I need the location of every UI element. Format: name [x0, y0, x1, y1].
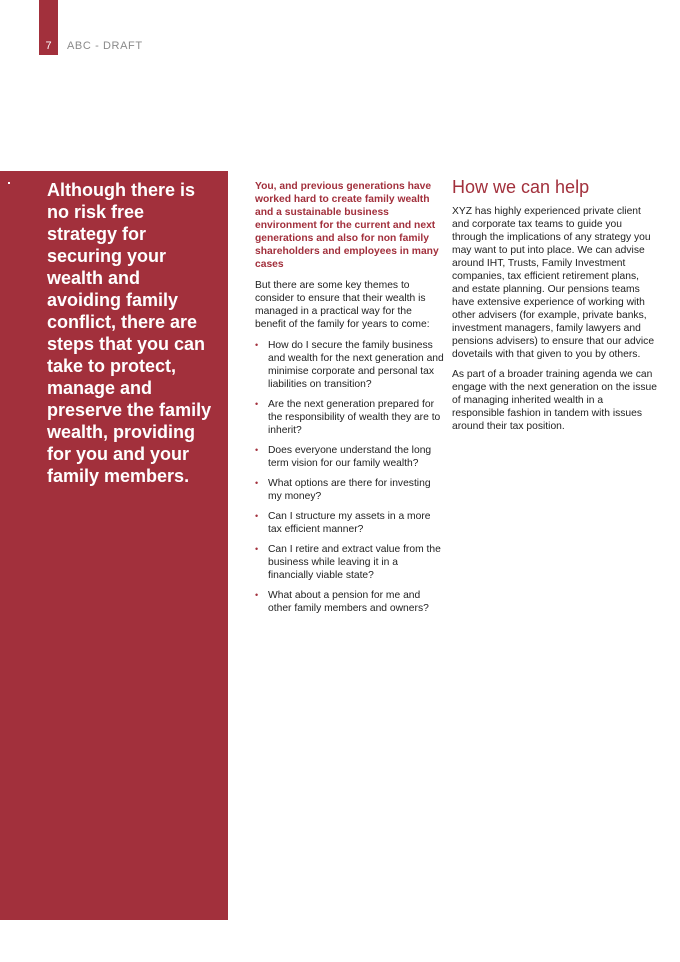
bullet-icon: • — [255, 544, 259, 554]
section-heading: How we can help — [452, 177, 590, 197]
bullet-icon: • — [255, 511, 259, 521]
list-item-text: What options are there for investing my money? — [268, 478, 431, 502]
list-item — [255, 398, 445, 437]
pull-quote-panel — [0, 171, 228, 920]
pull-quote: Although there is no risk free strategy for securing your wealth and avoiding family conflict, there are steps that you can take to protect, manage and preserve the family wealth, providing for you and your family members. — [47, 180, 212, 486]
bullet-icon: • — [255, 445, 259, 455]
list-item-text: Can I retire and extract value from the business while leaving it in a financially viable state? — [268, 544, 441, 581]
list-item-text: Are the next generation prepared for the responsibility of wealth they are to inherit? — [268, 399, 441, 436]
list-item — [255, 444, 445, 470]
bullet-icon: • — [255, 340, 259, 350]
intro-paragraph: You, and previous generations have worked hard to create family wealth and a sustainable business environment for the current and next generations and also for non family shareholders and employees in many cases — [255, 181, 439, 270]
bullet-icon: • — [255, 590, 259, 600]
list-item-text: What about a pension for me and other family members and owners? — [268, 590, 429, 614]
body-paragraph: But there are some key themes to consider to ensure that their wealth is managed in a practical way for the benefit of the family for years to come: — [255, 280, 430, 330]
help-paragraph: As part of a broader training agenda we can engage with the next generation on the issue of managing inherited wealth in a responsible fashion in tandem with issues around their tax position. — [452, 369, 657, 432]
list-item-text: Does everyone understand the long term vision for our family wealth? — [268, 445, 432, 469]
page-number: 7 — [45, 40, 52, 52]
list-item — [255, 510, 445, 536]
list-item — [255, 589, 445, 615]
list-item-text: Can I structure my assets in a more tax efficient manner? — [268, 511, 431, 535]
bullet-icon: • — [255, 399, 259, 409]
key-themes-list — [255, 339, 445, 615]
list-item-text: How do I secure the family business and wealth for the next generation and minimise corporate and personal tax liabilities on transition? — [268, 340, 444, 390]
decorative-dot — [8, 182, 10, 184]
list-item — [255, 477, 445, 503]
list-item — [255, 543, 445, 582]
document-label: ABC - DRAFT — [67, 40, 143, 52]
middle-column — [255, 180, 445, 622]
right-column — [452, 176, 657, 440]
list-item — [255, 339, 445, 391]
bullet-icon: • — [255, 478, 259, 488]
help-paragraph: XYZ has highly experienced private client and corporate tax teams to guide you through the implications of any strategy you may want to put into place. We can advise around IHT, Trusts, Family Investment companies, tax efficient retirement plans, and estate planning. Our pensions teams have extensive experience of working with other advisers (for example, private banks, investment managers, family lawyers and pensions advisers) to ensure that our advice dovetails with that given to you by others. — [452, 206, 655, 360]
